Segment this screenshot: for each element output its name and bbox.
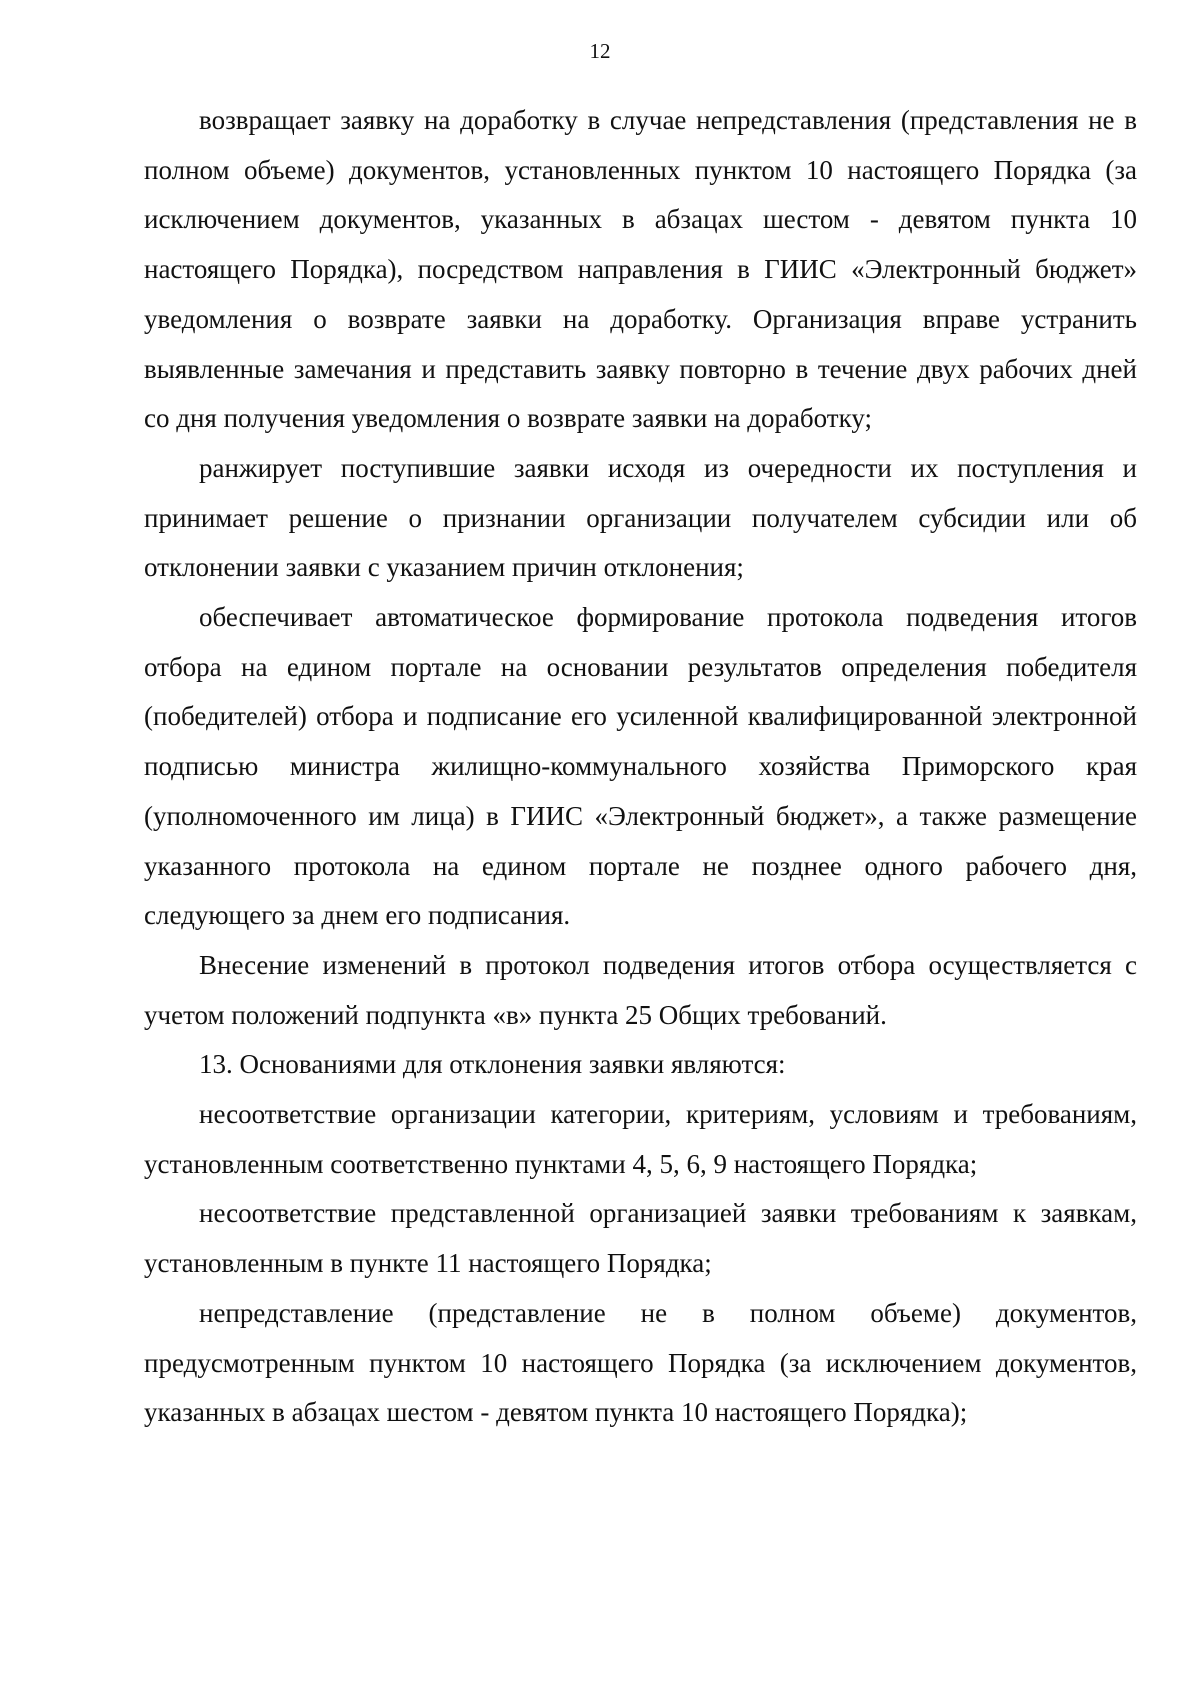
- paragraph: несоответствие организации категории, критериям, условиям и требованиям, установленным соответственно пунктами 4, 5, 6, 9 настоящего Порядка;: [144, 1099, 1137, 1179]
- paragraph: Внесение изменений в протокол подведения итогов отбора осуществляется с учетом положений подпункта «в» пункта 25 Общих требований.: [144, 949, 1137, 1030]
- paragraph: непредставление (представление не в полном объеме) документов, предусмотренным пунктом 10 настоящего Порядка (за исключением документов, указанных в абзацах шестом - девятом пункта 10 настоящего Порядка);: [144, 1297, 1137, 1428]
- paragraph: возвращает заявку на доработку в случае непредставления (представления не в полном объеме) документов, установленных пунктом 10 настоящего Порядка (за исключением документов, указанных в абзацах шестом - девятом пункта 10 настоящего Порядка), посредством направления в ГИИС «Электронный бюджет» уведомления о возврате заявки на доработку. Организация вправе устранить выявленные замечания и представить заявку повторно в течение двух рабочих дней со дня получения уведомления о возврате заявки на доработку;: [144, 105, 1137, 434]
- paragraph: ранжирует поступившие заявки исходя из очередности их поступления и принимает решение о признании организации получателем субсидии или об отклонении заявки с указанием причин отклонения;: [144, 452, 1137, 583]
- paragraph: 13. Основаниями для отклонения заявки являются:: [199, 1049, 786, 1080]
- paragraph: обеспечивает автоматическое формирование протокола подведения итогов отбора на едином портале на основании результатов определения победителя (победителей) отбора и подписание его усиленной квалифицированной электронной подписью министра жилищно-коммунального хозяйства Приморского края (уполномоченного им лица) в ГИИС «Электронный бюджет», а также размещение указанного протокола на едином портале не позднее одного рабочего дня, следующего за днем его подписания.: [144, 602, 1137, 931]
- document-body: [144, 96, 1137, 1438]
- paragraph: несоответствие представленной организацией заявки требованиям к заявкам, установленным в пункте 11 настоящего Порядка;: [144, 1198, 1137, 1279]
- page-number: 12: [589, 39, 611, 63]
